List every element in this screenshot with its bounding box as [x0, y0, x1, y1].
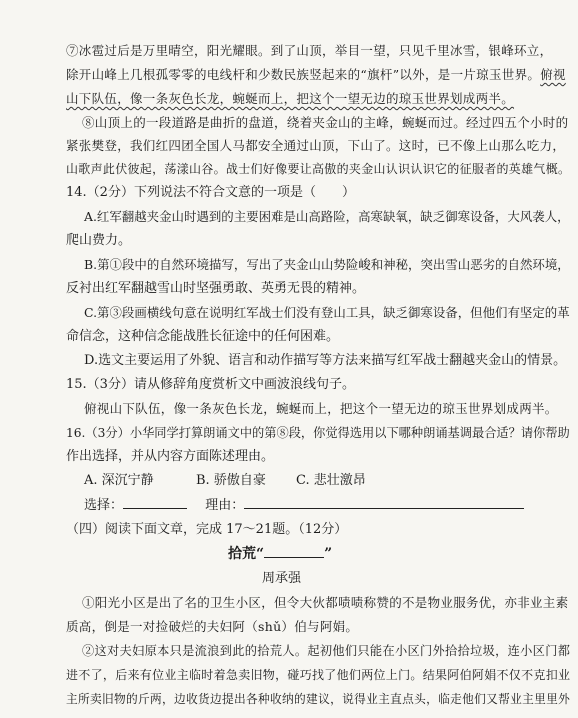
q16-stem-line1: 16.（3分）小华同学打算朗诵文中的第⑧段，你觉得选用以下哪种朗诵基调最合适？请你帮助 [66, 426, 570, 440]
article-p2-line3: 主所卖旧物的斤两，边收货边提出各种收纳的建议，说得业主直点头，临走他们又帮业主里里外 [66, 692, 571, 706]
p7-line-1: ⑦冰雹过后是万里晴空，阳光耀眼。到了山顶，举目一望，只见千里冰雪，银峰环立， [66, 43, 553, 58]
article-title [228, 545, 332, 563]
choose-label: 选择： [84, 498, 124, 513]
q16-answer-row [84, 496, 524, 515]
wavy-underline-sentence: 山下队伍，像一条灰色长龙，蜿蜒而上，把这个一望无边的琼玉世界划成两半。 [66, 91, 515, 106]
wavy-underline-start: 俯视 [540, 67, 566, 82]
q16-option-b: B. 骄傲自豪 [196, 473, 266, 488]
article-p2-line1: ②这对夫妇原本只是流浪到此的拾荒人。起初他们只能在小区门外拾拾垃圾，连小区门都 [82, 644, 571, 658]
q16-stem-line2: 作出选择，并从内容方面陈述理由。 [66, 449, 275, 464]
p8-line-3: 山歌声此伏彼起，荡漾山谷。战士们好像要让高傲的夹金山认识认识它的征服者的英雄气概。 [66, 162, 571, 176]
reason-blank[interactable] [244, 496, 524, 509]
q15-quote: 俯视山下队伍，像一条灰色长龙，蜿蜒而上，把这个一望无边的琼玉世界划成两半。 [84, 401, 558, 416]
article-p1-line2: 质高，倒是一对捡破烂的夫妇阿（shǔ）伯与阿娟。 [66, 619, 359, 634]
q16-option-a: A. 深沉宁静 [84, 473, 154, 488]
article-p1-line1: ①阳光小区是出了名的卫生小区，但令大伙都啧啧称赞的不是物业服务优，亦非业主素 [82, 595, 569, 610]
q16-option-c: C. 悲壮激昂 [296, 473, 366, 488]
article-author: 周承强 [262, 571, 302, 586]
q14-option-a-line2: 爬山费力。 [66, 233, 132, 248]
p8-line-1: ⑧山顶上的一段道路是曲折的盘道，绕着夹金山的主峰，蜿蜒而过。经过四五个小时的 [82, 115, 569, 130]
q14-option-c-line2: 命信念，这种信念能战胜长征途中的任何困难。 [66, 329, 340, 344]
q15-stem: 15.（3分）请从修辞角度赏析文中画波浪线句子。 [66, 377, 355, 392]
q14-option-c-line1: C.第③段画横线句意在说明红军战士们没有登山工具，缺乏御寒设备，但他们有坚定的革 [84, 305, 570, 320]
choose-blank[interactable] [123, 496, 187, 509]
reason-label: 理由： [205, 498, 245, 513]
p7-line-2 [66, 66, 566, 84]
section4-heading: （四）阅读下面文章，完成 17～21题。（12分） [66, 522, 348, 537]
q14-option-b-line1: B.第①段中的自然环境描写，写出了夹金山山势险峻和神秘，突出雪山恶劣的自然环境， [84, 257, 570, 272]
q14-option-a-line1: A.红军翻越夹金山时遇到的主要困难是山高路险，高寒缺氧，缺乏御寒设备，大风袭人， [84, 209, 570, 224]
article-p2-line2: 进不了，后来有位业主临时着急卖旧物，碰巧找了他们两位上门。结果阿伯阿娟不仅不克扣业 [66, 668, 571, 682]
title-blank[interactable] [264, 545, 324, 558]
q14-option-d: D.选文主要运用了外貌、语言和动作描写等方法来描写红军战士翻越夹金山的情景。 [84, 353, 567, 368]
title-prefix: 拾荒“ [228, 546, 265, 562]
p8-line-2: 紧张樊登，我们红四团全国人马都安全通过山顶，下山了。这时，已不像上山那么吃力， [66, 138, 566, 153]
title-suffix: ” [324, 546, 333, 562]
p7-line-3 [66, 90, 514, 108]
p7-line-2-text: 除开山峰上几根孤零零的电线杆和少数民族竖起来的“旗杆”以外，是一片琼玉世界。 [66, 67, 541, 82]
q14-stem: 14.（2分）下列说法不符合文意的一项是（ ） [66, 185, 355, 200]
q14-option-b-line2: 反衬出红军翻越雪山时坚强勇敢、英勇无畏的精神。 [66, 281, 366, 296]
